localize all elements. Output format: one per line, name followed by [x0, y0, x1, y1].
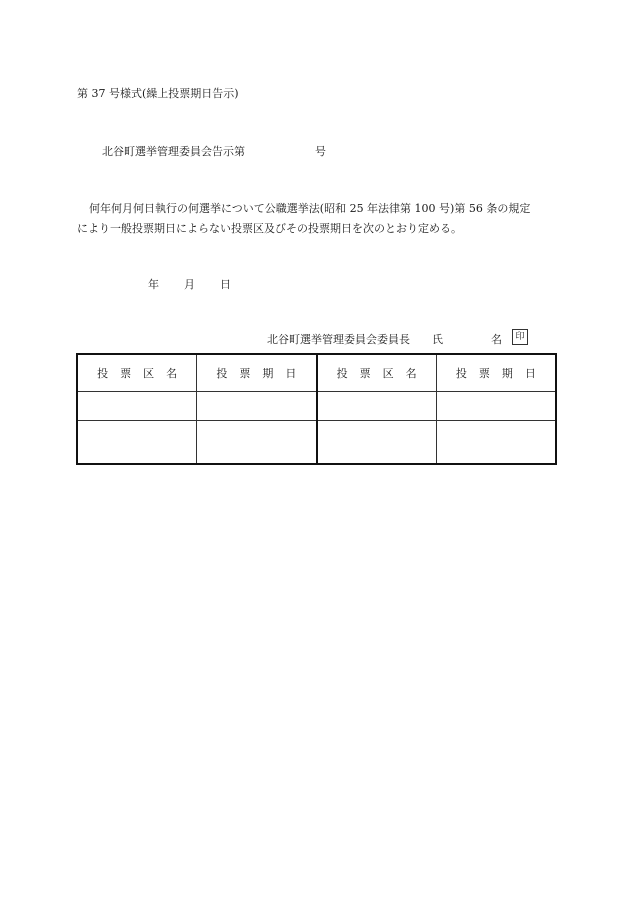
table-cell[interactable]: [317, 392, 437, 421]
table-cell[interactable]: [317, 421, 437, 465]
signatory-mei: 名: [491, 333, 502, 346]
form-number: 第 37 号様式(繰上投票期日告示): [77, 87, 239, 100]
signatory-shi: 氏: [432, 333, 443, 346]
ballot-district-table: [76, 353, 557, 465]
notice-suffix: 号: [315, 145, 326, 158]
header-district-name-1: 投票区名: [77, 354, 197, 392]
header-district-name-2: 投票区名: [317, 354, 437, 392]
date-day: 日: [220, 278, 231, 291]
table-row: [77, 392, 556, 421]
date-line: [148, 276, 231, 292]
table-cell[interactable]: [436, 421, 556, 465]
notice-body: [77, 199, 557, 239]
date-month: 月: [184, 278, 195, 291]
notice-prefix: 北谷町選挙管理委員会告示第: [102, 145, 245, 158]
signatory-title: 北谷町選挙管理委員会委員長: [267, 333, 410, 346]
table-cell[interactable]: [197, 392, 317, 421]
table-row: [77, 421, 556, 465]
body-line-1: 何年何月何日執行の何選挙について公職選挙法(昭和 25 年法律第 100 号)第 56 条の規定: [89, 202, 531, 215]
table-cell[interactable]: [197, 421, 317, 465]
body-line-2: により一般投票期日によらない投票区及びその投票期日を次のとおり定める。: [77, 222, 462, 235]
notice-number-line: [102, 143, 326, 159]
seal-mark: 印: [512, 329, 528, 345]
date-year: 年: [148, 278, 159, 291]
table-cell[interactable]: [77, 421, 197, 465]
signature-line: [267, 331, 525, 347]
header-voting-date-1: 投票期日: [197, 354, 317, 392]
table-cell[interactable]: [77, 392, 197, 421]
table-header-row: [77, 354, 556, 392]
header-voting-date-2: 投票期日: [436, 354, 556, 392]
table-cell[interactable]: [436, 392, 556, 421]
